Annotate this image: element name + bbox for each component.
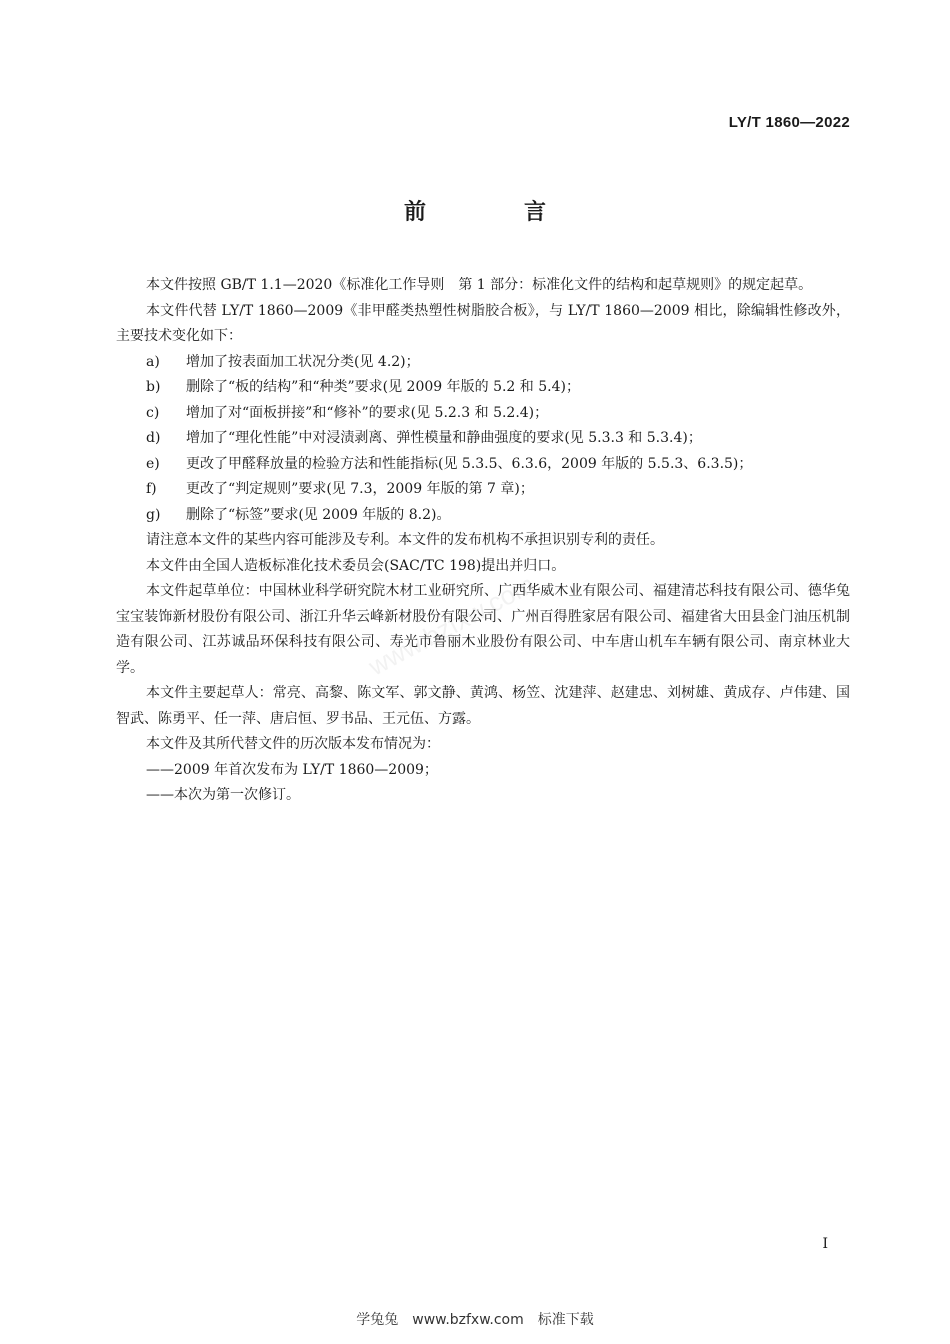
list-item [116, 426, 850, 452]
list-item [116, 477, 850, 503]
foreword-body [116, 273, 850, 809]
page-title: 前 言 [403, 200, 584, 225]
paragraph-replaces: 本文件代替 LY/T 1860—2009《非甲醛类热塑性树脂胶合板》，与 LY/T 1860—2009 相比，除编辑性修改外，主要技术变化如下： [116, 302, 850, 344]
list-item-mark: d) [146, 430, 161, 446]
list-item-mark: a) [146, 353, 160, 370]
list-item-text: 增加了“理化性能”中对浸渍剥离、弹性模量和静曲强度的要求(见 5.3.3 和 5.3.4)； [186, 430, 702, 446]
list-item-text: 增加了对“面板拼接”和“修补”的要求(见 5.2.3 和 5.2.4)； [186, 404, 549, 421]
footer-source[interactable]: 学兔兔 www.bzfxw.com 标准下载 [356, 1312, 594, 1328]
watermark: www.bzfxw.com [363, 568, 540, 682]
list-item-text: 增加了按表面加工状况分类(见 4.2)； [186, 353, 420, 370]
paragraph-committee: 本文件由全国人造板标准化技术委员会(SAC/TC 198)提出并归口。 [146, 557, 566, 574]
paragraph-drafting-units: 本文件起草单位：中国林业科学研究院木材工业研究所、广西华威木业有限公司、福建清芯科技有限公司、德华兔宝宝装饰新材股份有限公司、浙江升华云峰新材股份有限公司、广州百得胜家居有限公司、福建省大田县金门油压机制造有限公司、江苏诚品环保科技有限公司、寿光市鲁丽木业股份有限公司、中车唐山机车车辆有限公司、南京林业大学。 [116, 583, 850, 676]
list-item [116, 452, 850, 478]
history-item: ——2009 年首次发布为 LY/T 1860—2009； [146, 761, 438, 778]
paragraph-drafting-rules: 本文件按照 GB/T 1.1—2020《标准化工作导则 第 1 部分：标准化文件的结构和起草规则》的规定起草。 [146, 277, 813, 293]
list-item-mark: f) [146, 481, 157, 497]
page-number: I [822, 1236, 828, 1252]
list-item-mark: e) [146, 455, 160, 472]
list-item [116, 375, 850, 401]
list-item [116, 503, 850, 529]
list-item-text: 删除了“板的结构”和“种类”要求(见 2009 年版的 5.2 和 5.4)； [186, 379, 580, 395]
history-item: ——本次为第一次修订。 [146, 787, 300, 803]
standard-code: LY/T 1860—2022 [728, 114, 850, 131]
list-item [116, 350, 850, 376]
list-item-text: 更改了“判定规则”要求(见 7.3，2009 年版的第 7 章)； [186, 481, 534, 497]
list-item [116, 401, 850, 427]
paragraph-drafters: 本文件主要起草人：常亮、高黎、陈文军、郭文静、黄鸿、杨笠、沈建萍、赵建忠、刘树雄、黄成存、卢伟建、国智武、陈勇平、任一萍、唐启恒、罗书品、王元伍、方露。 [116, 685, 850, 727]
list-item-text: 删除了“标签”要求(见 2009 年版的 8.2)。 [186, 506, 451, 523]
list-item-text: 更改了甲醛释放量的检验方法和性能指标(见 5.3.5、6.3.6，2009 年版的 5.5.3、6.3.5)； [186, 455, 753, 472]
list-item-mark: c) [146, 404, 160, 421]
paragraph-history-intro: 本文件及其所代替文件的历次版本发布情况为： [146, 736, 440, 752]
list-item-mark: b) [146, 379, 161, 395]
paragraph-patent-notice: 请注意本文件的某些内容可能涉及专利。本文件的发布机构不承担识别专利的责任。 [146, 532, 664, 548]
list-item-mark: g) [146, 506, 161, 523]
